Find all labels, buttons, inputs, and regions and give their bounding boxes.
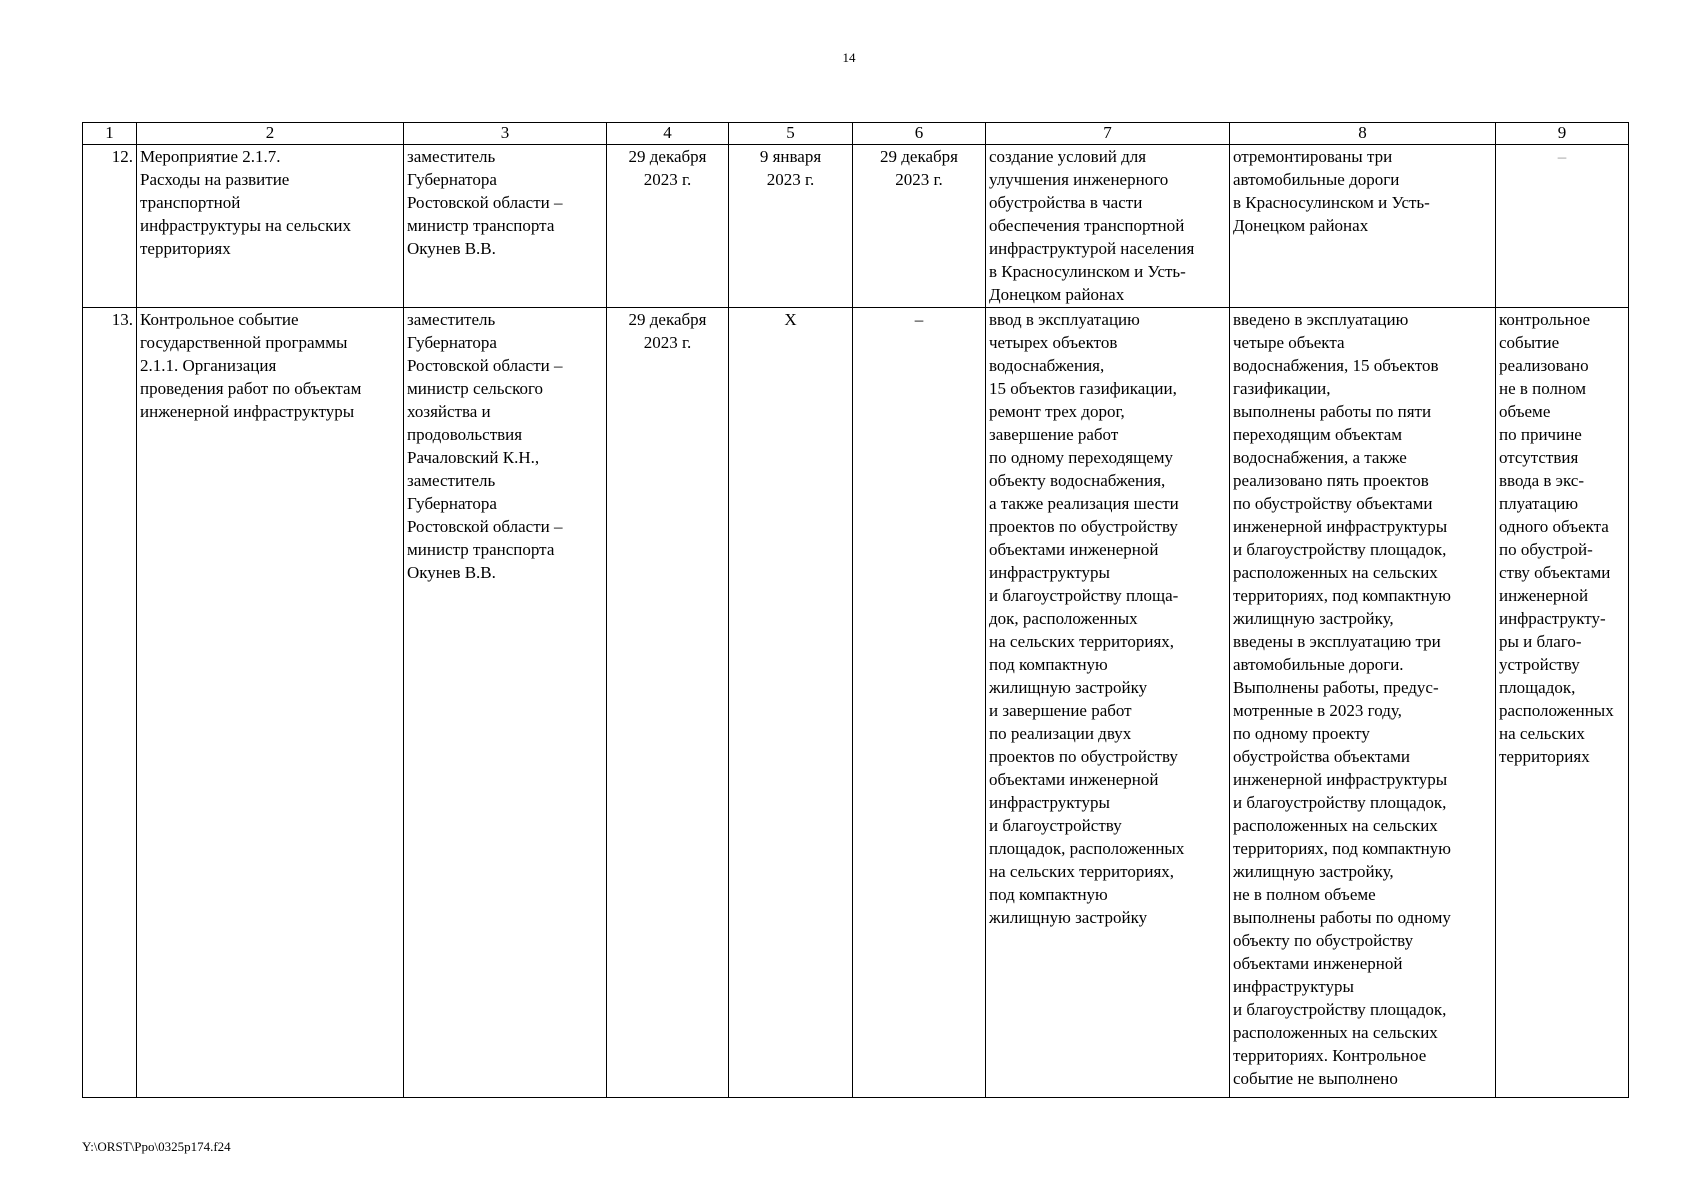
column-header: 3 bbox=[404, 123, 607, 145]
date-cell: – bbox=[853, 308, 986, 1098]
column-header: 9 bbox=[1496, 123, 1629, 145]
planned-result-cell: ввод в эксплуатацию четырех объектов водоснабжения, 15 объектов газификации, ремонт трех дорог, завершение работ по одному переходящему объекту водоснабжения, а также реализация шести проектов по обустройству объектами инженерной инфраструктуры и благоустройству площа- док, расположенных на сельских территориях, под компактную жилищную застройку и завершение работ по реализации двух проектов по обустройству объектами инженерной инфраструктуры и благоустройству площадок, расположенных на сельских территориях, под компактную жилищную застройку bbox=[986, 308, 1230, 1098]
actual-result-cell: введено в эксплуатацию четыре объекта водоснабжения, 15 объектов газификации, выполнены работы по пяти переходящим объектам водоснабжения, а также реализовано пять проектов по обустройству объектами инженерной инфраструктуры и благоустройству площадок, расположенных на сельских территориях, под компактную жилищную застройку, введены в эксплуатацию три автомобильные дороги. Выполнены работы, предус- мотренные в 2023 году, по одному проекту обустройства объектами инженерной инфраструктуры и благоустройству площадок, расположенных на сельских территориях, под компактную жилищную застройку, не в полном объеме выполнены работы по одному объекту по обустройству объектами инженерной инфраструктуры и благоустройству площадок, расположенных на сельских территориях. Контрольное событие не выполнено bbox=[1230, 308, 1496, 1098]
date-cell: 29 декабря 2023 г. bbox=[853, 145, 986, 308]
note-cell: – bbox=[1496, 145, 1629, 308]
report-table bbox=[82, 122, 1629, 1098]
column-header: 8 bbox=[1230, 123, 1496, 145]
responsible-cell: заместитель Губернатора Ростовской области – министр транспорта Окунев В.В. bbox=[404, 145, 607, 308]
file-path-footer: Y:\ORST\Ppo\0325p174.f24 bbox=[82, 1139, 231, 1154]
note-cell: контрольное событие реализовано не в полном объеме по причине отсутствия ввода в экс- плуатацию одного объекта по обустрой- ству объектами инженерной инфраструкту- ры и благо- устройству площадок, расположенных на сельских территориях bbox=[1496, 308, 1629, 1098]
column-header: 6 bbox=[853, 123, 986, 145]
column-header: 1 bbox=[83, 123, 137, 145]
date-cell: 29 декабря 2023 г. bbox=[607, 145, 729, 308]
date-cell: 29 декабря 2023 г. bbox=[607, 308, 729, 1098]
column-numbers-row bbox=[83, 123, 1629, 145]
row-number: 13. bbox=[83, 308, 137, 1098]
date-cell: X bbox=[729, 308, 853, 1098]
responsible-cell: заместитель Губернатора Ростовской области – министр сельского хозяйства и продовольствия Рачаловский К.Н., заместитель Губернатора Ростовской области – министр транспорта Окунев В.В. bbox=[404, 308, 607, 1098]
event-name-cell: Контрольное событие государственной программы 2.1.1. Организация проведения работ по объектам инженерной инфраструктуры bbox=[137, 308, 404, 1098]
date-cell: 9 января 2023 г. bbox=[729, 145, 853, 308]
column-header: 7 bbox=[986, 123, 1230, 145]
actual-result-cell: отремонтированы три автомобильные дороги в Красносулинском и Усть- Донецком районах bbox=[1230, 145, 1496, 308]
column-header: 5 bbox=[729, 123, 853, 145]
row-number: 12. bbox=[83, 145, 137, 308]
column-header: 2 bbox=[137, 123, 404, 145]
column-header: 4 bbox=[607, 123, 729, 145]
table-row bbox=[83, 145, 1629, 308]
page-number: 14 bbox=[842, 50, 856, 65]
event-name-cell: Мероприятие 2.1.7. Расходы на развитие транспортной инфраструктуры на сельских территориях bbox=[137, 145, 404, 308]
table-row bbox=[83, 308, 1629, 1098]
planned-result-cell: создание условий для улучшения инженерного обустройства в части обеспечения транспортной инфраструктурой населения в Красносулинском и Усть- Донецком районах bbox=[986, 145, 1230, 308]
